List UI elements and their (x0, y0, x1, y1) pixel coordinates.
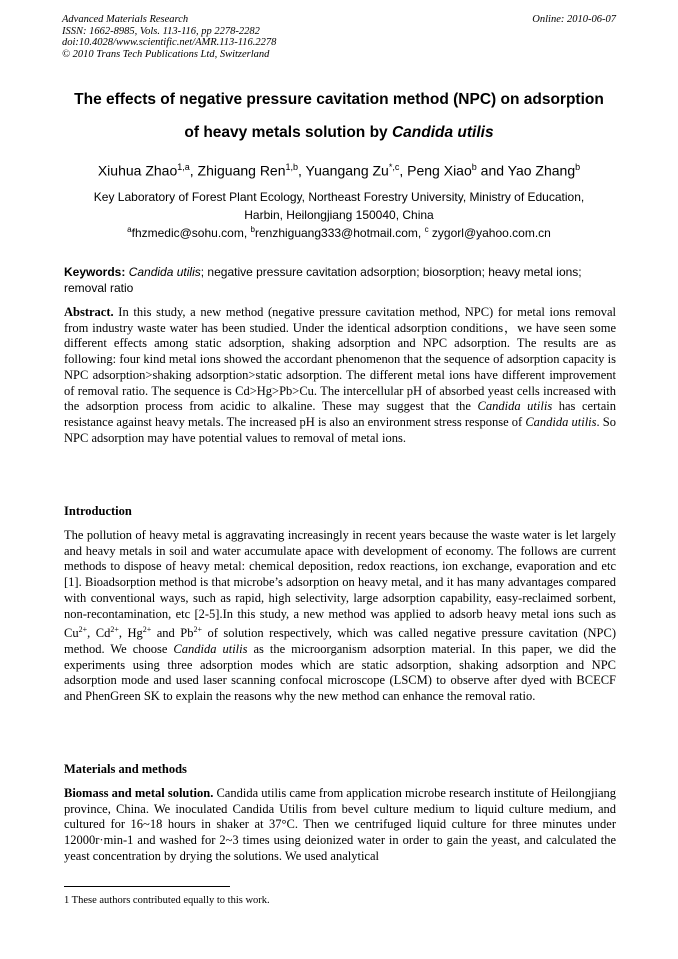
keywords-block (64, 264, 616, 296)
author-separator: , (399, 162, 408, 179)
paper-title-line2 (40, 124, 638, 142)
author-affiliation-mark: 1,b (285, 162, 299, 172)
abstract-text: In this study, a new method (negative pressure cavitation method, NPC) for metal ions removal from industry waste water has been studied. Under the identical adsorption conditions，we have seen some different effects among static adsorption, shaking adsorption and NPC adsorption. The results are as following: four kind metal ions showed the accordant phenomenon that the sequence of adsorption capacity is NPC adsorption>shaking adsorption>static adsorption. The different metal ions have different improvement of removal ratio. The sequence is Cd>Hg>Pb>Cu. The intercellular pH of absorbed yeast cells increased with the adsorption process from acidic to alkaline. These may suggest that the (64, 305, 616, 414)
introduction-paragraph (64, 528, 616, 705)
author-list (20, 162, 658, 179)
copyright-line: © 2010 Trans Tech Publications Ltd, Switzerland (62, 48, 270, 60)
email-address[interactable]: renzhiguang333@hotmail.com, (254, 226, 425, 240)
materials-subheading: Biomass and metal solution. (64, 786, 214, 800)
abstract-label: Abstract. (64, 305, 114, 319)
issn-line: ISSN: 1662-8985, Vols. 113-116, pp 2278-2282 (62, 25, 260, 37)
species-name: Candida utilis (477, 399, 553, 414)
intro-text: as the microorganism adsorption material. In this paper, we did the experiments using three adsorption modes which are static adsorption, shaking adsorption and NPC adsorption mode and used laser scanning confocal microscope (LSCM) to observe after dyed with BCECF and PhenGreen SK to explain the reasons why the new method can enhance the removal ratio. (64, 642, 617, 704)
author-name: Yao Zhang (507, 162, 576, 179)
author-separator: , (189, 162, 198, 179)
species-name: Candida utilis (173, 642, 248, 657)
author-name: Zhiguang Ren (197, 162, 286, 179)
email-mark: b (250, 225, 255, 234)
ion-symbol: Cu (64, 626, 79, 641)
author-separator: , (298, 162, 306, 179)
species-name: Candida utilis (525, 414, 597, 429)
abstract-text: . So NPC adsorption may have potential values to removal of metal ions. (64, 414, 616, 445)
email-mark: c (424, 225, 429, 234)
ion-separator: , (87, 626, 96, 641)
email-line (30, 225, 648, 240)
ion-charge: 2+ (78, 625, 88, 635)
footnote-divider (64, 886, 230, 887)
email-address[interactable]: zygorl@yahoo.com.cn (428, 226, 551, 240)
ion-symbol: Pb (180, 626, 194, 641)
affiliation-line2: Harbin, Heilongjiang 150040, China (244, 208, 434, 222)
ion-symbol: Cd (95, 626, 111, 641)
author-affiliation-mark: b (471, 162, 477, 172)
title-species: Candida utilis (391, 124, 494, 141)
author-name: Peng Xiao (407, 162, 472, 179)
keywords-text: ; negative pressure cavitation adsorption; biosorption; heavy metal ions; removal ratio (64, 265, 582, 295)
online-date: Online: 2010-06-07 (532, 14, 616, 25)
materials-paragraph (64, 786, 616, 865)
paper-title-line1: The effects of negative pressure cavitation method (NPC) on adsorption (74, 91, 604, 108)
author-affiliation-mark: b (575, 162, 581, 172)
abstract-paragraph (64, 305, 616, 446)
abstract-text: has certain resistance against heavy metals. The increased pH is also an environment stress response of (64, 399, 616, 429)
journal-name: Advanced Materials Research (62, 14, 189, 25)
keywords-species: Candida utilis (128, 265, 201, 279)
ion-symbol: Hg (127, 626, 143, 641)
introduction-heading: Introduction (64, 504, 132, 518)
doi-line: doi:10.4028/www.scientific.net/AMR.113-116.2278 (62, 37, 277, 48)
author-name: Yuangang Zu (305, 162, 389, 179)
materials-heading: Materials and methods (64, 762, 187, 776)
footnote: 1 These authors contributed equally to this work. (64, 895, 270, 906)
publication-header (62, 14, 616, 60)
ion-charge: 2+ (110, 625, 119, 635)
intro-text: The pollution of heavy metal is aggravating increasingly in recent years because the waste water is let largely and heavy metals in soil and water accumulate apace with development of economy. The follows are current methods to dispose of heavy metal: chemical deposition, redox reactions, ion exchange, evaporation and etc [1]. Bioadsorption method is that microbe’s adsorption on heavy metal, and it has many advantages compared with conventional ways, such as rapid, high selectivity, large adsorption capability, easy-reclaimed sorbent, non-recontamination, etc [2-5].In this study, a new method was applied to adsorb heavy metal ions such as (64, 528, 616, 621)
ion-charge: 2+ (193, 625, 203, 635)
author-separator: and (476, 162, 508, 179)
intro-text: of solution respectively, which was called negative pressure cavitation (NPC) method. We choose (64, 626, 617, 657)
ion-separator: and (151, 626, 181, 641)
keywords-label: Keywords: (64, 265, 126, 279)
affiliation-line1: Key Laboratory of Forest Plant Ecology, Northeast Forestry University, Ministry of Education, (93, 190, 585, 204)
author-affiliation-mark: *,c (388, 162, 400, 172)
materials-text: Candida utilis came from application microbe research institute of Heilongjiang province, China. We inoculated Candida Utilis from bevel culture medium to liquid culture medium, and cultured for 16~18 hours in shaker at 37°C. Then we centrifuged liquid culture for three minutes under 12000r·min-1 and washed for 2~3 times using deionized water in order to gain the yeast, and calculated the yeast concentration by drying the solutions. We used analytical (64, 786, 616, 863)
email-address[interactable]: fhzmedic@sohu.com, (131, 226, 251, 240)
ion-separator: , (118, 626, 128, 641)
title-prefix: of heavy metals solution by (184, 124, 392, 141)
ion-charge: 2+ (142, 625, 152, 635)
author-affiliation-mark: 1,a (177, 162, 190, 172)
author-name: Xiuhua Zhao (97, 162, 178, 179)
email-mark: a (127, 225, 132, 234)
